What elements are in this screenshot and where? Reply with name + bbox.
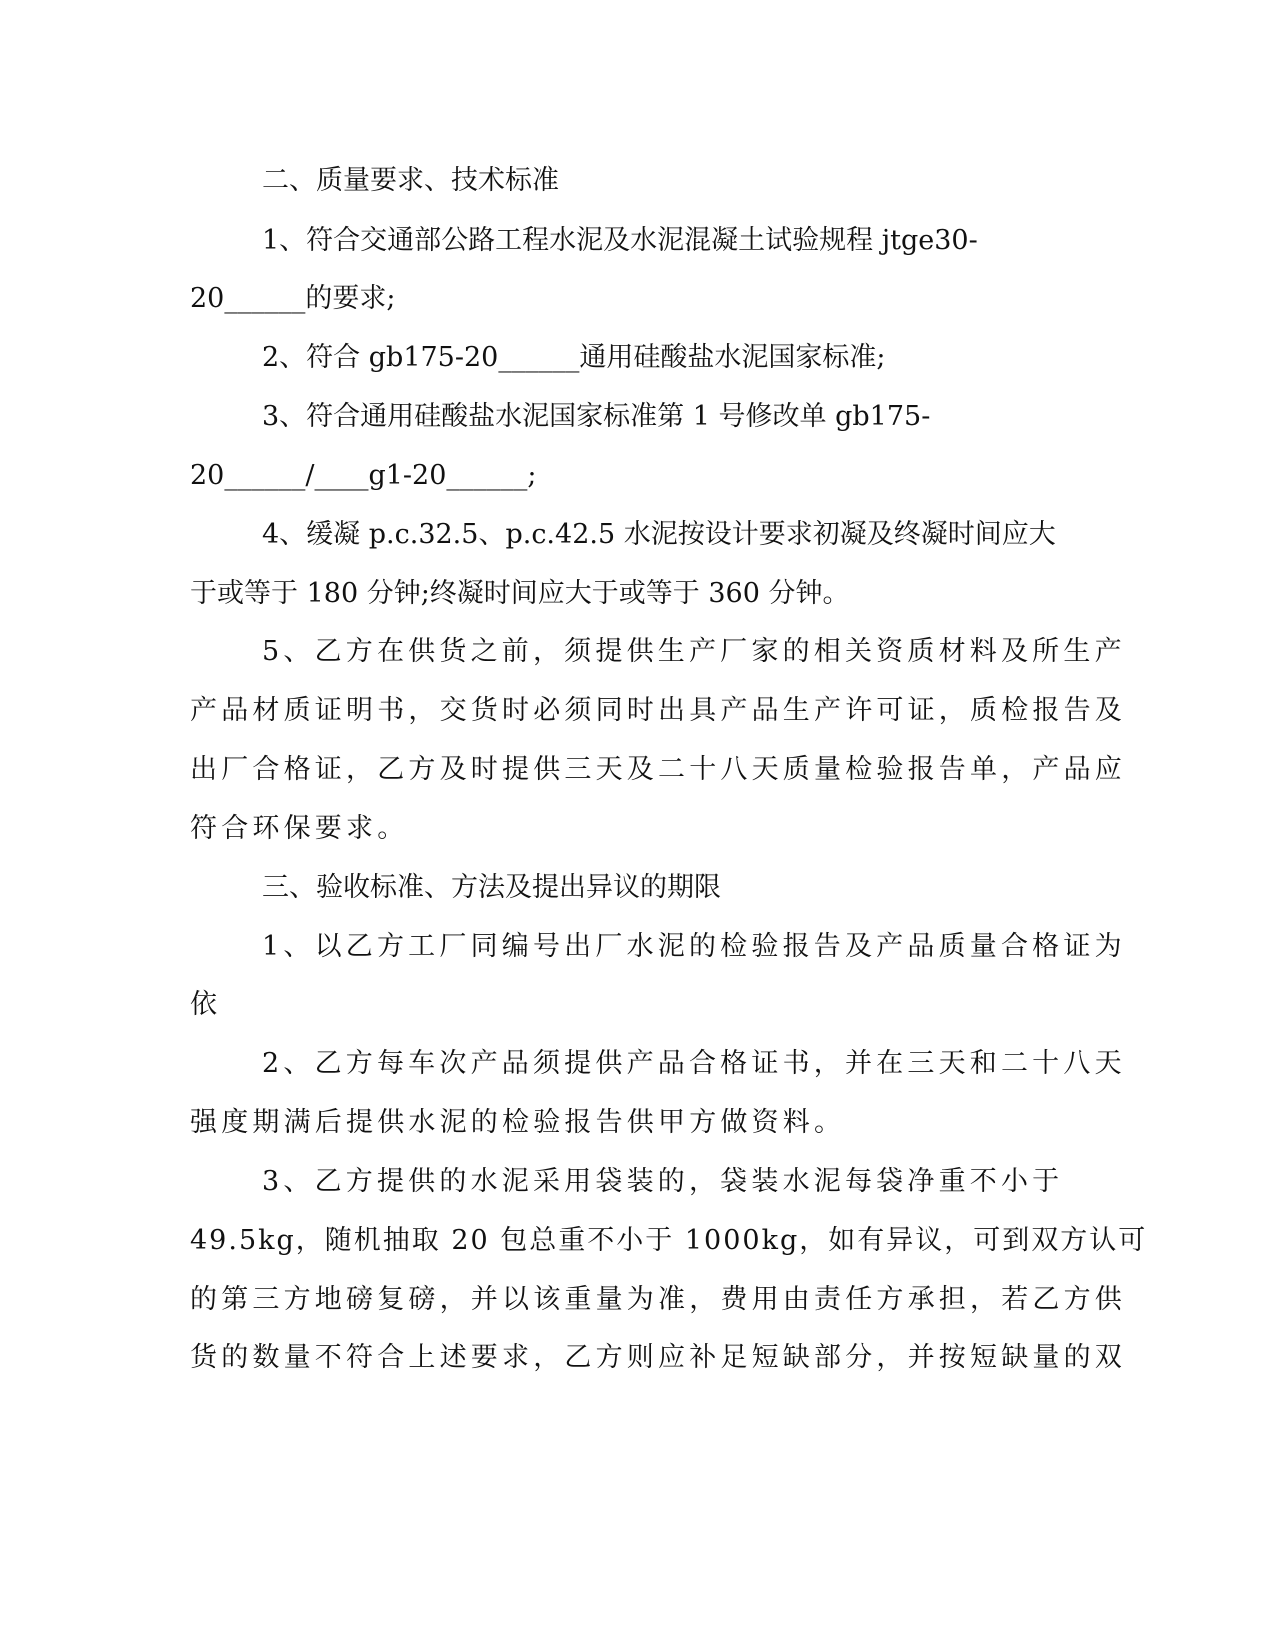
paragraph-line: 4、缓凝 p.c.32.5、p.c.42.5 水泥按设计要求初凝及终凝时间应大 xyxy=(262,519,1056,550)
paragraph-line: 货的数量不符合上述要求，乙方则应补足短缺部分，并按短缺量的双 xyxy=(190,1342,1126,1373)
paragraph-line: 依 xyxy=(190,989,217,1020)
section-heading-quality: 二、质量要求、技术标准 xyxy=(262,165,559,196)
paragraph-line: 5、乙方在供货之前，须提供生产厂家的相关资质材料及所生产 xyxy=(262,636,1126,667)
paragraph-line: 强度期满后提供水泥的检验报告供甲方做资料。 xyxy=(190,1107,846,1138)
paragraph-line: 3、符合通用硅酸盐水泥国家标准第 1 号修改单 gb175- xyxy=(262,401,931,432)
paragraph-line: 3、乙方提供的水泥采用袋装的，袋装水泥每袋净重不小于 xyxy=(262,1166,1064,1197)
paragraph-line: 2、乙方每车次产品须提供产品合格证书，并在三天和二十八天 xyxy=(262,1048,1126,1079)
paragraph-line: 1、符合交通部公路工程水泥及水泥混凝土试验规程 jtge30- xyxy=(262,225,978,256)
paragraph-line: 出厂合格证，乙方及时提供三天及二十八天质量检验报告单，产品应 xyxy=(190,754,1126,785)
paragraph-line: 20______的要求; xyxy=(190,283,396,314)
paragraph-line: 49.5kg，随机抽取 20 包总重不小于 1000kg，如有异议，可到双方认可 xyxy=(190,1225,1148,1256)
paragraph-line: 的第三方地磅复磅，并以该重量为准，费用由责任方承担，若乙方供 xyxy=(190,1284,1126,1315)
paragraph-line: 20______/____g1-20______; xyxy=(190,460,537,491)
paragraph-line: 2、符合 gb175-20______通用硅酸盐水泥国家标准; xyxy=(262,342,886,373)
paragraph-line: 符合环保要求。 xyxy=(190,813,409,844)
section-heading-acceptance: 三、验收标准、方法及提出异议的期限 xyxy=(262,872,721,903)
paragraph-line: 1、以乙方工厂同编号出厂水泥的检验报告及产品质量合格证为 xyxy=(262,931,1126,962)
paragraph-line: 产品材质证明书，交货时必须同时出具产品生产许可证，质检报告及 xyxy=(190,695,1126,726)
paragraph-line: 于或等于 180 分钟;终凝时间应大于或等于 360 分钟。 xyxy=(190,578,850,609)
